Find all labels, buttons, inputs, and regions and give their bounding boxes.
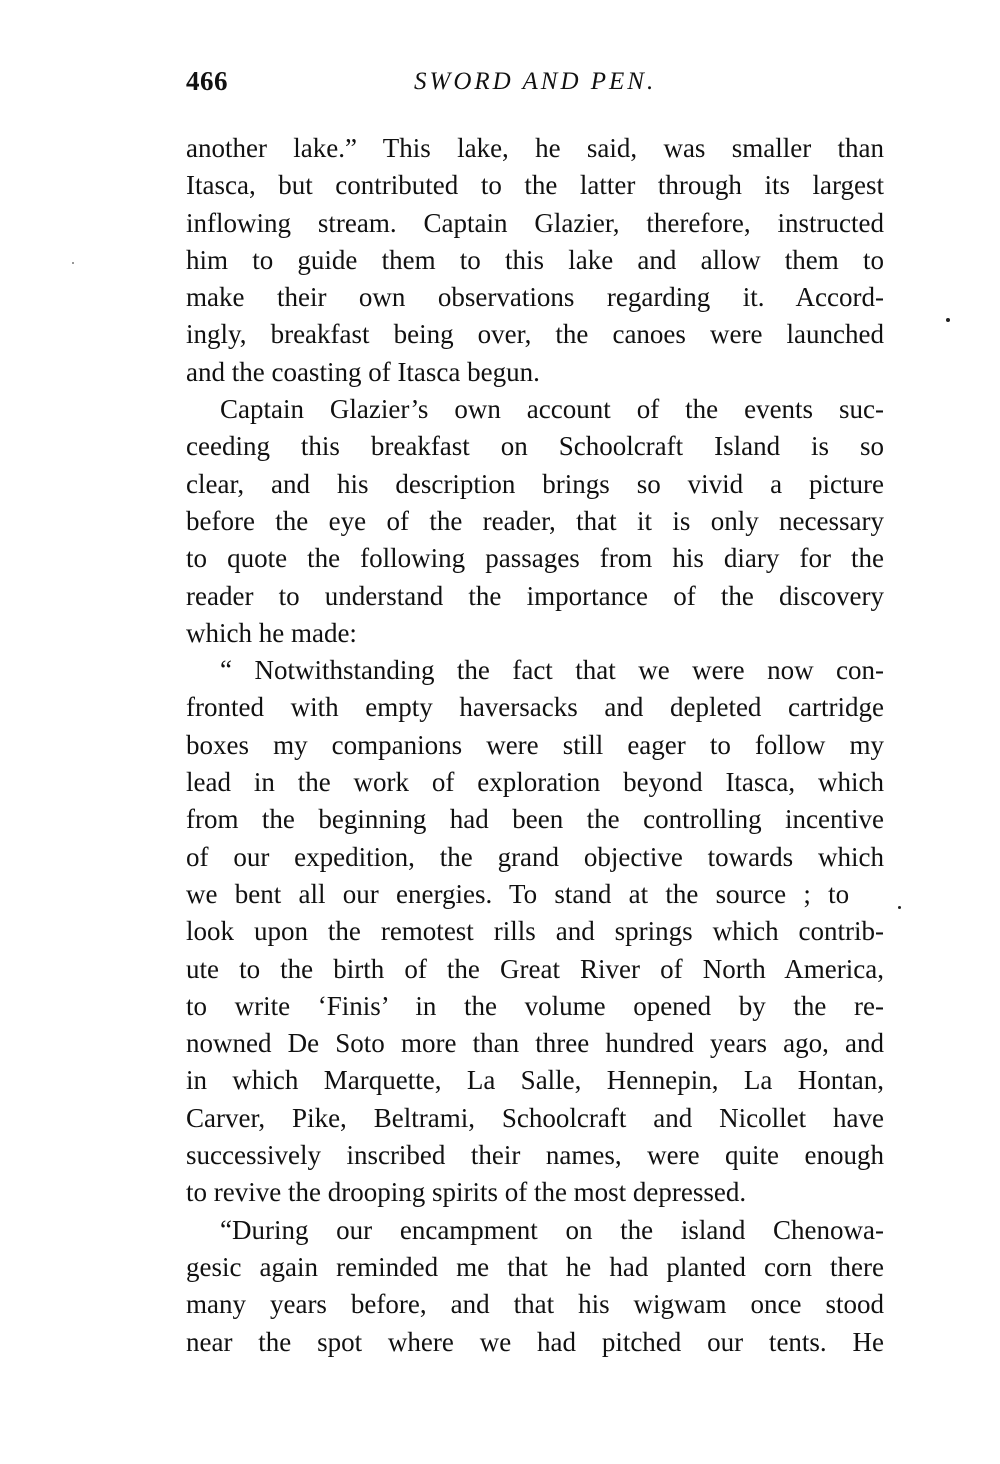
text-line: ute to the birth of the Great River of North America, [186,953,884,984]
text-line: Itasca, but contributed to the latter through its largest [186,170,884,201]
text-line: and the coasting of Itasca begun. [186,356,540,387]
text-line: successively inscribed their names, were quite enough [186,1140,884,1171]
text-line: reader to understand the importance of the discovery [186,580,884,611]
text-line: nowned De Soto more than three hundred years ago, and [186,1028,884,1059]
text-line: near the spot where we had pitched our tents. He [186,1326,884,1357]
print-speck [898,906,901,909]
text-line: which he made: [186,617,357,648]
body-text [186,130,884,1361]
text-line: of our expedition, the grand objective towards which [186,841,884,872]
paragraph-start-line: “During our encampment on the island Chenowa- [220,1214,884,1245]
text-line: fronted with empty haversacks and depleted cartridge [186,692,884,723]
text-line: clear, and his description brings so vivid a picture [186,468,884,499]
print-speck [946,318,950,322]
text-line: Carver, Pike, Beltrami, Schoolcraft and Nicollet have [186,1102,884,1133]
text-line: from the beginning had been the controlling incentive [186,804,884,835]
paragraph-start-line: Captain Glazier’s own account of the events suc- [220,394,884,425]
text-line: in which Marquette, La Salle, Hennepin, La Hontan, [186,1065,884,1096]
paragraph-start-line: “ Notwithstanding the fact that we were now con- [220,655,884,686]
text-line: lead in the work of exploration beyond Itasca, which [186,767,884,798]
text-line: ceeding this breakfast on Schoolcraft Island is so [186,431,884,462]
page-header [186,66,886,106]
text-line: to revive the drooping spirits of the most depressed. [186,1177,747,1208]
text-line: look upon the remotest rills and springs which contrib- [186,916,884,947]
text-line: before the eye of the reader, that it is only necessary [186,505,884,536]
text-line: ingly, breakfast being over, the canoes were launched [186,319,884,350]
text-line: him to guide them to this lake and allow them to [186,244,884,275]
text-line: gesic again reminded me that he had planted corn there [186,1251,884,1282]
running-title: SWORD AND PEN. [414,68,657,95]
text-line: we bent all our energies. To stand at the source ; to [186,878,850,909]
text-line: another lake.” This lake, he said, was smaller than [186,133,884,163]
text-line: boxes my companions were still eager to follow my [186,729,884,760]
text-line: to quote the following passages from his diary for the [186,543,884,574]
text-line: make their own observations regarding it. Accord- [186,282,884,313]
text-line: many years before, and that his wigwam once stood [186,1289,884,1320]
page-number: 466 [186,66,228,96]
print-speck [72,262,74,264]
text-line: to write ‘Finis’ in the volume opened by the re- [186,990,884,1021]
text-line: inflowing stream. Captain Glazier, therefore, instructed [186,207,884,238]
